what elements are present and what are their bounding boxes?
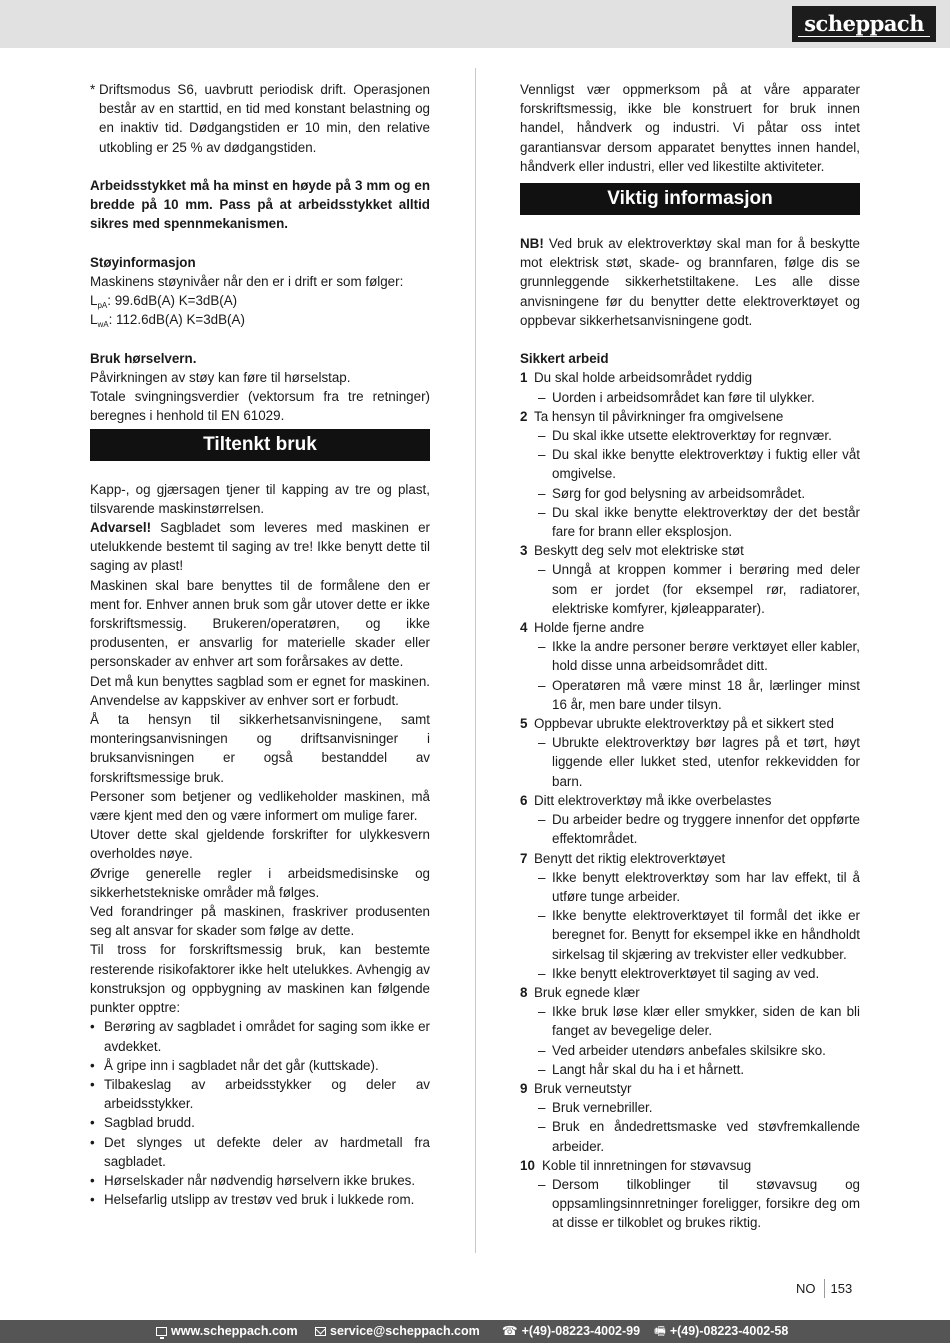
list-item: – Du skal ikke utsette elektroverktøy for regnvær. bbox=[520, 426, 860, 445]
scheppach-logo: scheppach bbox=[792, 6, 936, 42]
page-footer bbox=[796, 1279, 852, 1298]
list-item: – Uorden i arbeidsområdet kan føre til ulykker. bbox=[520, 388, 860, 407]
list-item: – Ved arbeider utendørs anbefales skilsikre sko. bbox=[520, 1041, 860, 1060]
item-title: Koble til innretningen for støvavsug bbox=[542, 1157, 752, 1173]
nb-label: NB! bbox=[520, 236, 544, 252]
list-item: • Hørselskader når nødvendig hørselvern ikke brukes. bbox=[90, 1171, 430, 1190]
list-item: • Berøring av sagbladet i området for saging som ikke er avdekket. bbox=[90, 1017, 430, 1055]
item-number: 5 bbox=[520, 716, 528, 732]
intended-use-p6: Utover dette skal gjeldende forskrifter for ulykkesvern overholdes nøye. bbox=[90, 827, 430, 862]
item-number: 8 bbox=[520, 984, 528, 1000]
safety-item-9 bbox=[520, 1079, 860, 1156]
item-number: 2 bbox=[520, 408, 528, 424]
phone-text: +(49)-08223-4002-99 bbox=[521, 1324, 641, 1338]
list-item: • Å gripe inn i sagbladet når det går (kuttskade). bbox=[90, 1056, 430, 1075]
list-item: – Operatøren må være minst 18 år, lærlinger minst 16 år, men bare under tilsyn. bbox=[520, 676, 860, 714]
intended-use-p7: Øvrige generelle regler i arbeidsmedisinske og sikkerhetstekniske områder må følges. bbox=[90, 865, 430, 900]
list-item: – Ikke benytt elektroverktøy som har lav effekt, til å utføre tunge arbeider. bbox=[520, 868, 860, 906]
asterisk-mark: * bbox=[90, 82, 96, 97]
list-item: – Bruk vernebriller. bbox=[520, 1098, 860, 1117]
intended-use-p3: Det må kun benyttes sagblad som er egnet for maskinen. Anvendelse av kappskiver av enhver sort er forbudt. bbox=[90, 673, 430, 708]
safety-item-5 bbox=[520, 714, 860, 791]
list-item: – Du arbeider bedre og tryggere innenfor det oppførte effektområdet. bbox=[520, 810, 860, 848]
hearing-line-1: Påvirkningen av støy kan føre til hørselstap. bbox=[90, 370, 351, 385]
item-number: 3 bbox=[520, 543, 528, 559]
list-item: – Langt hår skal du ha i et hårnett. bbox=[520, 1060, 860, 1079]
residual-risk-list bbox=[90, 1017, 430, 1209]
important-info-banner: Viktig informasjon bbox=[520, 183, 860, 215]
list-item: – Ubrukte elektroverktøy bør lagres på et tørt, høyt liggende eller lukket sted, utenfor rekkevidden for barn. bbox=[520, 733, 860, 791]
lpa-subscript: pA bbox=[97, 301, 108, 311]
warning-text: Sagbladet som leveres med maskinen er utelukkende bestemt til saging av tre! Ikke benytt dette til saging av plast! bbox=[90, 520, 430, 574]
list-item: – Ikke benytt elektroverktøyet til saging av ved. bbox=[520, 964, 860, 983]
lwa-value: : 112.6dB(A) K=3dB(A) bbox=[108, 312, 245, 328]
lpa-symbol: L bbox=[90, 293, 98, 309]
mail-icon bbox=[315, 1327, 326, 1336]
list-item: – Ikke bruk løse klær eller smykker, siden de kan bli fanget av bevegelige deler. bbox=[520, 1002, 860, 1040]
lpa-value: : 99.6dB(A) K=3dB(A) bbox=[107, 293, 238, 309]
item-number: 6 bbox=[520, 792, 528, 808]
operation-mode-note bbox=[90, 80, 430, 157]
item-title: Oppbevar ubrukte elektroverktøy på et sikkert sted bbox=[534, 716, 834, 732]
safety-item-2 bbox=[520, 407, 860, 541]
intended-use-p5: Personer som betjener og vedlikeholder maskinen, må være kjent med den og være informert om mulige farer. bbox=[90, 788, 430, 824]
noise-lpa bbox=[90, 291, 430, 310]
fax-icon: 🖷 bbox=[654, 1324, 666, 1338]
list-item: – Du skal ikke benytte elektroverktøy der det består fare for brann eller eksplosjon. bbox=[520, 503, 860, 541]
fax-text: +(49)-08223-4002-58 bbox=[669, 1324, 789, 1338]
item-title: Bruk verneutstyr bbox=[534, 1080, 632, 1096]
column-divider bbox=[475, 68, 476, 1253]
intended-use-p4: Å ta hensyn til sikkerhetsanvisningene, samt monteringsanvisningen og driftsanvisninger i bruksanvisningen er også bestanddel av forskriftsmessige bruk. bbox=[90, 712, 430, 785]
header-bar bbox=[0, 0, 950, 48]
safety-item-7 bbox=[520, 849, 860, 983]
item-number: 1 bbox=[520, 370, 528, 386]
item-number: 10 bbox=[520, 1157, 535, 1173]
safety-item-8 bbox=[520, 983, 860, 1079]
right-column bbox=[520, 80, 860, 1233]
list-item: – Sørg for god belysning av arbeidsområdet. bbox=[520, 484, 860, 503]
lwa-symbol: L bbox=[90, 312, 98, 328]
item-number: 4 bbox=[520, 620, 528, 636]
list-item: • Sagblad brudd. bbox=[90, 1113, 430, 1132]
noise-lwa bbox=[90, 310, 430, 329]
intended-use-warning bbox=[90, 518, 430, 576]
item-number: 7 bbox=[520, 850, 528, 866]
item-title: Bruk egnede klær bbox=[534, 984, 640, 1000]
computer-icon bbox=[156, 1327, 167, 1336]
safety-item-4 bbox=[520, 618, 860, 714]
nb-text: Ved bruk av elektroverktøy skal man for å beskytte mot elektrisk støt, skade- og brannfaren, følge dis se grunnleggende sikkerhetstiltakene. Les alle disse anvisningene før du benytter dette elektroverktøyet og oppbevar sikkerhetsanvisningene godt. bbox=[520, 236, 860, 328]
list-item: – Ikke la andre personer berøre verktøyet eller kabler, hold disse unna arbeidsområdet ditt. bbox=[520, 637, 860, 675]
warning-label: Advarsel! bbox=[90, 520, 152, 536]
phone-number bbox=[502, 1320, 640, 1343]
item-title: Benytt det riktig elektroverktøyet bbox=[534, 850, 726, 866]
lwa-subscript: wA bbox=[97, 320, 109, 330]
hearing-heading: Bruk hørselvern. bbox=[90, 350, 197, 366]
intended-use-p1: Kapp-, og gjærsagen tjener til kapping av tre og plast, tilsvarende maskinstørrelsen. bbox=[90, 481, 430, 516]
contact-bar bbox=[0, 1320, 950, 1343]
phone-icon: ☎ bbox=[502, 1324, 518, 1338]
list-item: • Helsefarlig utslipp av trestøv ved bruk i lukkede rom. bbox=[90, 1190, 430, 1209]
noise-heading: Støyinformasjon bbox=[90, 254, 196, 270]
intended-use-p8: Ved forandringer på maskinen, fraskriver produsenten seg alt ansvar for skader som følge av dette. bbox=[90, 904, 430, 939]
safe-work-heading: Sikkert arbeid bbox=[520, 351, 609, 367]
email-text: service@scheppach.com bbox=[330, 1324, 480, 1338]
safety-item-1 bbox=[520, 368, 860, 406]
safety-item-6 bbox=[520, 791, 860, 849]
language-code: NO bbox=[796, 1279, 825, 1298]
list-item: – Ikke benytte elektroverktøyet til formål det ikke er beregnet for. Benytt for eksempel ikke en håndholdt sirkelsag til skjæring av trekvister eller vedkubber. bbox=[520, 906, 860, 964]
intended-use-p9: Til tross for forskriftsmessig bruk, kan bestemte resterende risikofaktorer ikke helt utelukkes. Avhengig av konstruksjon og oppbygning av maskinen kan følgende punkter opptre: bbox=[90, 942, 430, 1016]
list-item: – Bruk en åndedrettsmaske ved støvfremkallende arbeider. bbox=[520, 1117, 860, 1155]
website-link[interactable] bbox=[156, 1320, 298, 1343]
hearing-line-2: Totale svingningsverdier (vektorsum fra tre retninger) beregnes i henhold til EN 61029. bbox=[90, 389, 430, 424]
list-item: – Dersom tilkoblinger til støvavsug og oppsamlingsinnretninger foreligger, forsikre deg om at disse er tilkoblet og brukes riktig. bbox=[520, 1175, 860, 1233]
email-link[interactable] bbox=[315, 1320, 480, 1343]
workpiece-warning: Arbeidsstykket må ha minst en høyde på 3 mm og en bredde på 10 mm. Pass på at arbeidsstykket alltid sikres med spennmekanismen. bbox=[90, 178, 430, 232]
intended-use-p2: Maskinen skal bare benyttes til de formålene den er ment for. Enhver annen bruk som går utover dette er ikke forskriftsmessig. Brukeren/operatøren, og ikke produsenten, er ansvarlig for materielle skader eller personskader av enhver art som forårsakes av dette. bbox=[90, 577, 430, 670]
item-title: Beskytt deg selv mot elektriske støt bbox=[534, 543, 744, 559]
list-item: • Det slynges ut defekte deler av hardmetall fra sagbladet. bbox=[90, 1133, 430, 1171]
item-title: Holde fjerne andre bbox=[534, 620, 645, 636]
left-column bbox=[90, 80, 430, 1209]
right-intro: Vennligst vær oppmerksom på at våre apparater forskriftsmessig, ikke ble konstruert for bruk innen handel, håndverk og industri. Vi påtar oss intet garantiansvar dersom apparatet benyttes innen handel, håndverk eller industri, eller ved likestilte aktiviteter. bbox=[520, 82, 860, 174]
list-item: – Du skal ikke benytte elektroverktøy i fuktig eller våt omgivelse. bbox=[520, 445, 860, 483]
safety-item-10 bbox=[520, 1156, 860, 1233]
website-text: www.scheppach.com bbox=[171, 1324, 298, 1338]
safety-item-3 bbox=[520, 541, 860, 618]
list-item: – Unngå at kroppen kommer i berøring med deler som er jordet (for eksempel rør, radiatorer, elektriske komfyrer, kjøleapparater). bbox=[520, 560, 860, 618]
item-title: Ditt elektroverktøy må ikke overbelastes bbox=[534, 792, 772, 808]
operation-mode-text: Driftsmodus S6, uavbrutt periodisk drift. Operasjonen består av en starttid, en tid med konstant belastning og en inaktiv tid. Dødgangstiden er 10 min, den relative utkobling er 25 % av dødgangstiden. bbox=[99, 82, 430, 155]
item-title: Du skal holde arbeidsområdet ryddig bbox=[534, 370, 753, 386]
item-title: Ta hensyn til påvirkninger fra omgivelsene bbox=[534, 408, 784, 424]
intended-use-banner: Tiltenkt bruk bbox=[90, 429, 430, 461]
noise-intro: Maskinens støynivåer når den er i drift er som følger: bbox=[90, 274, 404, 289]
nb-paragraph bbox=[520, 234, 860, 330]
page-number: 153 bbox=[830, 1281, 853, 1296]
list-item: • Tilbakeslag av arbeidsstykker og deler av arbeidsstykker. bbox=[90, 1075, 430, 1113]
fax-number bbox=[654, 1320, 788, 1343]
item-number: 9 bbox=[520, 1080, 528, 1096]
